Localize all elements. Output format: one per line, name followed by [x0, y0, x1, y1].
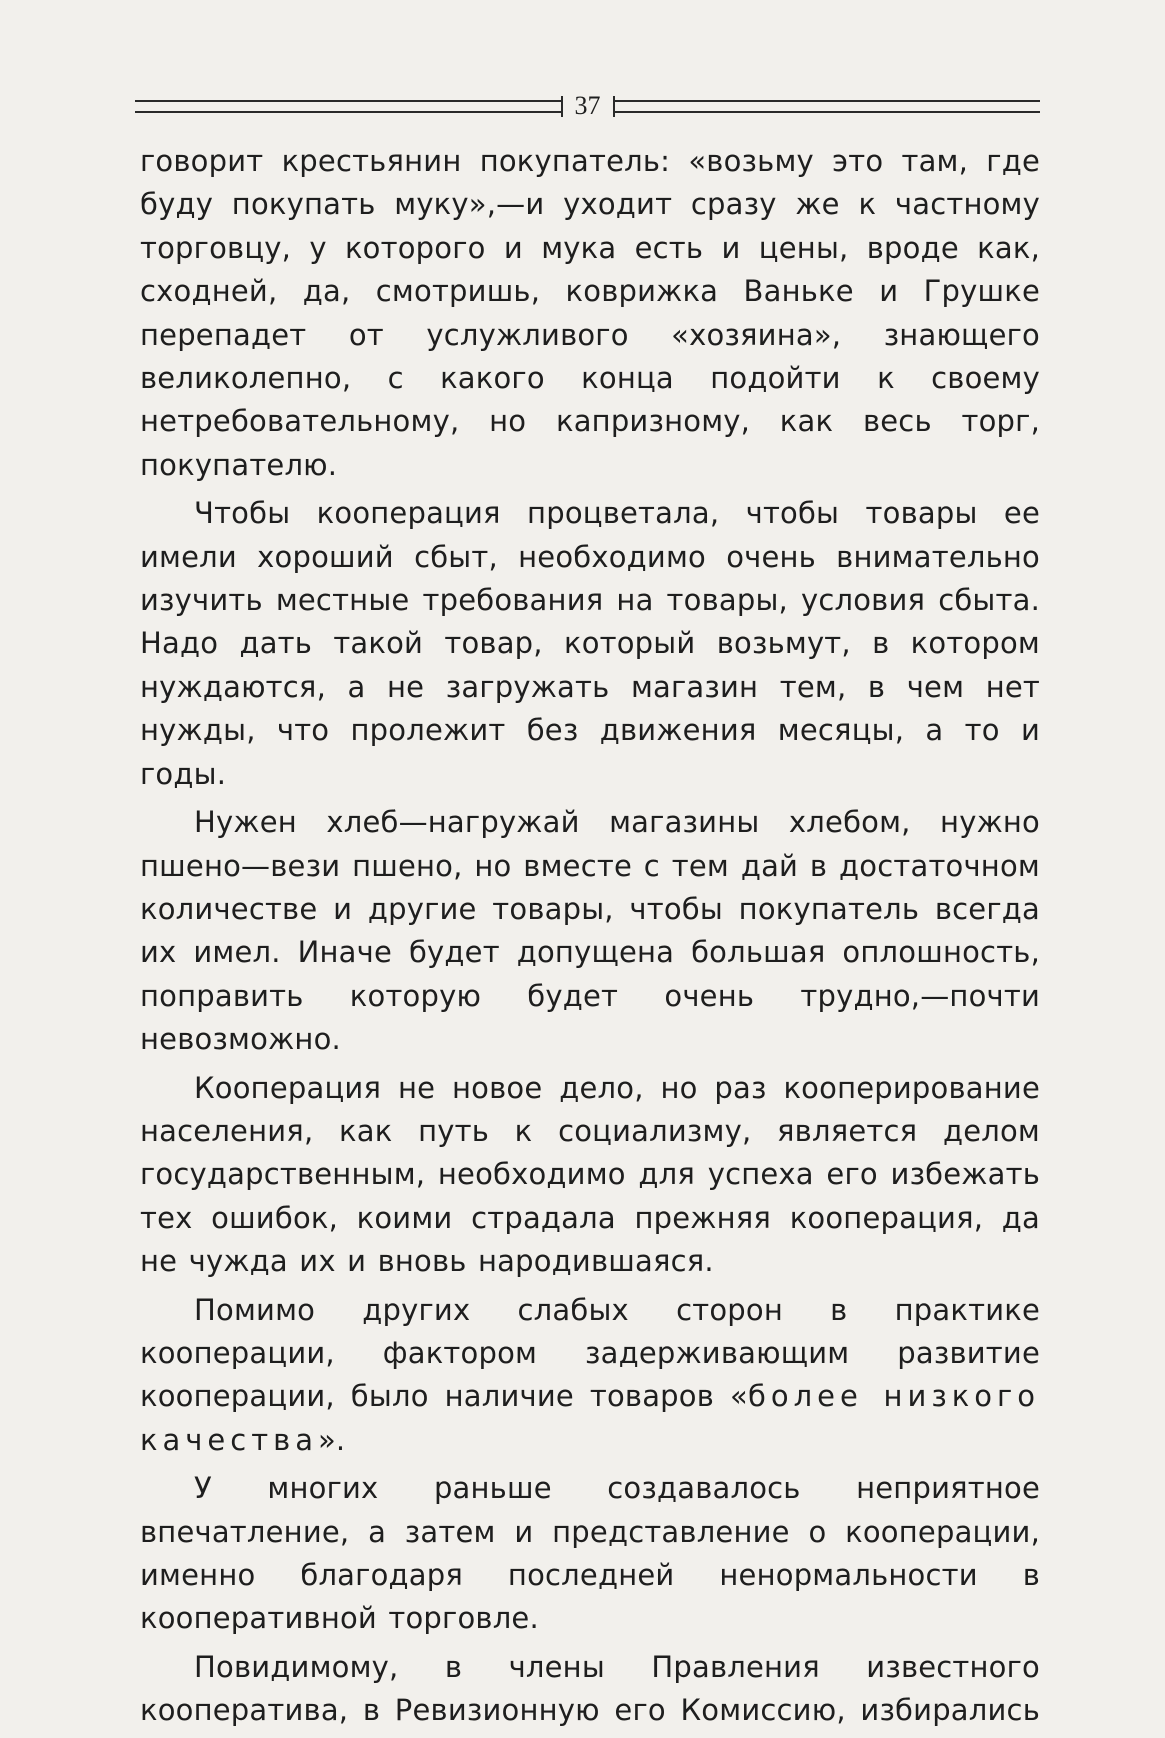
paragraph-6: У многих раньше создавалось неприятное впечатление, а затем и представление о кооперации, именно благодаря последней ненормальности в кооперативной торговле.: [140, 1471, 1040, 1636]
paragraph-5: [140, 1289, 1040, 1463]
paragraph-3: Нужен хлеб—нагружай магазины хлебом, нужно пшено—вези пшено, но вместе с тем дай в достаточном количестве и другие товары, чтобы покупатель всегда их имел. Иначе будет допущена большая оплошность, поправить которую будет очень трудно,—почти невозможно.: [140, 805, 1040, 1057]
page-header: [135, 86, 1040, 126]
emphasis-spaced-phrase: более низкого качества: [140, 1379, 1041, 1457]
page-number: 37: [574, 91, 601, 120]
paragraph-7: Повидимому, в члены Правления известного кооператива, в Ревизионную его Комиссию, избирались: [140, 1649, 1040, 1728]
page-body: [140, 140, 1040, 1738]
header-rule-right: [615, 100, 1041, 113]
paragraph-5-closing: ».: [317, 1422, 346, 1457]
paragraph-4: Кооперация не новое дело, но раз кооперирование населения, как путь к социализму, является делом государственным, необходимо для успеха его избежать тех ошибок, коими страдала прежняя кооперация, да не чужда их и вновь народившаяся.: [140, 1070, 1040, 1279]
paragraph-1: говорит крестьянин покупатель: «возьму это там, где буду покупать муку»,—и уходит сразу же к частному торговцу, у которого и мука есть и цены, вроде как, сходней, да, смотришь, коврижка Ваньке и Грушке перепадет от услужливого «хозяина», знающего великолепно, с какого конца подойти к своему нетребовательному, но капризному, как весь торг, покупателю.: [140, 144, 1040, 482]
header-rule-left: [135, 100, 561, 113]
paragraph-2: Чтобы кооперация процветала, чтобы товары ее имели хороший сбыт, необходимо очень внимательно изучить местные требования на товары, условия сбыта. Надо дать такой товар, который возьмут, в котором нуждаются, а не загружать магазин тем, в чем нет нужды, что пролежит без движения месяцы, а то и годы.: [140, 496, 1040, 791]
paragraph-5-text: Помимо других слабых сторон в практике кооперации, фактором задерживающим развитие кооперации, было наличие товаров «: [140, 1292, 1040, 1414]
